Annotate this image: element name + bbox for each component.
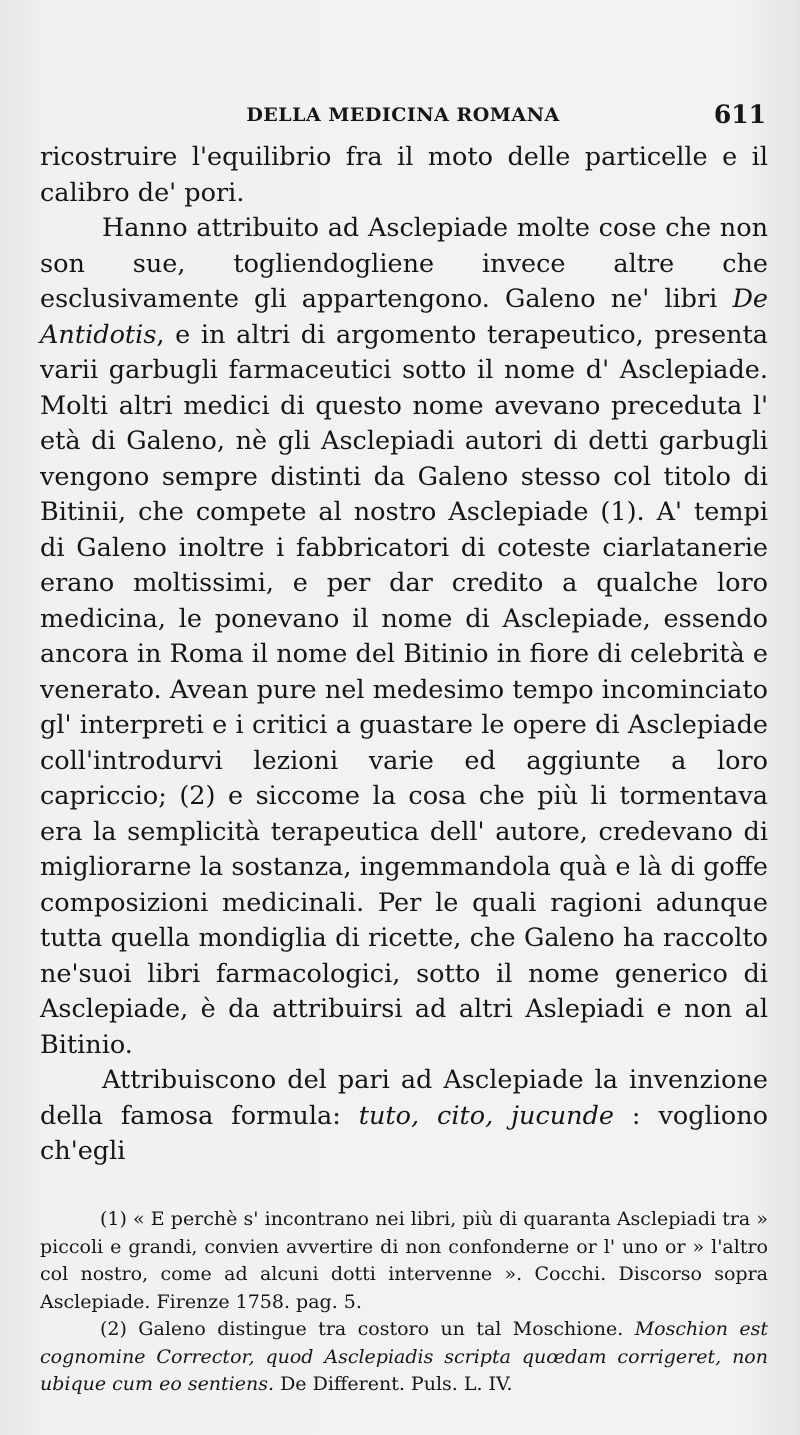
paragraph-3-text-a: Attribuiscono del pari ad Asclepiade la invenzione della famosa formula:: [40, 1065, 768, 1131]
footnote-2-text-b: De Different. Puls. L. IV.: [274, 1373, 513, 1395]
paragraph-2-text-b: , e in altri di argomento terapeutico, presenta varii garbugli farmaceutici sotto il nome d' Asclepiade. Molti altri medici di questo nome avevano preceduta l' età di Galeno, nè gli Asclepiadi autori di detti garbugli vengono sempre distinti da Galeno stesso col titolo di Bitinii, che compete al nostro Asclepiade (1). A' tempi di Galeno inoltre i fabbricatori di coteste ciarlatanerie erano moltissimi, e per dar credito a qualche loro medicina, le ponevano il nome di Asclepiade, essendo ancora in Roma il nome del Bitinio in fiore di celebrità e venerato. Avean pure nel medesimo tempo incominciato gl' interpreti e i critici a guastare le opere di Asclepiade coll'introdurvi lezioni varie ed aggiunte a loro capriccio; (2) e siccome la cosa che più li tormentava era la semplicità terapeutica dell' autore, credevano di migliorarne la sostanza, ingemmandola quà e là di goffe composizioni medicinali. Per le quali ragioni adunque tutta quella mondiglia di ricette, che Galeno ha raccolto ne'suoi libri farmacologici, sotto il nome generico di Asclepiade, è da attribuirsi ad altri Aslepiadi e non al Bitinio.: [40, 319, 768, 1060]
footnote-2: [40, 1316, 768, 1399]
paragraph-1: [40, 140, 768, 211]
paragraph-3: [40, 1063, 768, 1170]
footnote-2-italic-quote: Moschion est cognomine Corrector, quod Asclepiadis scripta quœdam corrigeret, non ubique cum eo sentiens.: [40, 1318, 769, 1395]
page-header: [40, 100, 766, 134]
body-text: [40, 140, 768, 1170]
paragraph-2-text-a: Hanno attribuito ad Asclepiade molte cose che non son sue, togliendogliene invece altre che esclusivamente gli appartengono. Galeno ne' libri: [40, 213, 768, 314]
paragraph-3-text-b: : vogliono ch'egli: [40, 1100, 768, 1166]
footnotes: [40, 1206, 768, 1399]
footnote-1: (1) « E perchè s' incontrano nei libri, più di quaranta Asclepiadi tra » piccoli e grandi, convien avvertire di non confonderne or l' uno or » l'altro col nostro, come ad alcuni dotti intervenne ». Cocchi. Discorso sopra Asclepiade. Firenze 1758. pag. 5.: [40, 1208, 768, 1313]
paragraph-1-text: ricostruire l'equilibrio fra il moto delle particelle e il calibro de' pori.: [40, 142, 768, 208]
paragraph-3-italic-formula: tuto, cito, jucunde: [358, 1100, 614, 1131]
page-number: 611: [713, 100, 766, 129]
paragraph-2: [40, 211, 768, 1063]
paragraph-2-italic-title: De Antidotis: [40, 284, 768, 350]
running-head: DELLA MEDICINA ROMANA: [246, 104, 560, 126]
footnote-2-text-a: (2) Galeno distingue tra costoro un tal Moschione.: [100, 1318, 635, 1340]
